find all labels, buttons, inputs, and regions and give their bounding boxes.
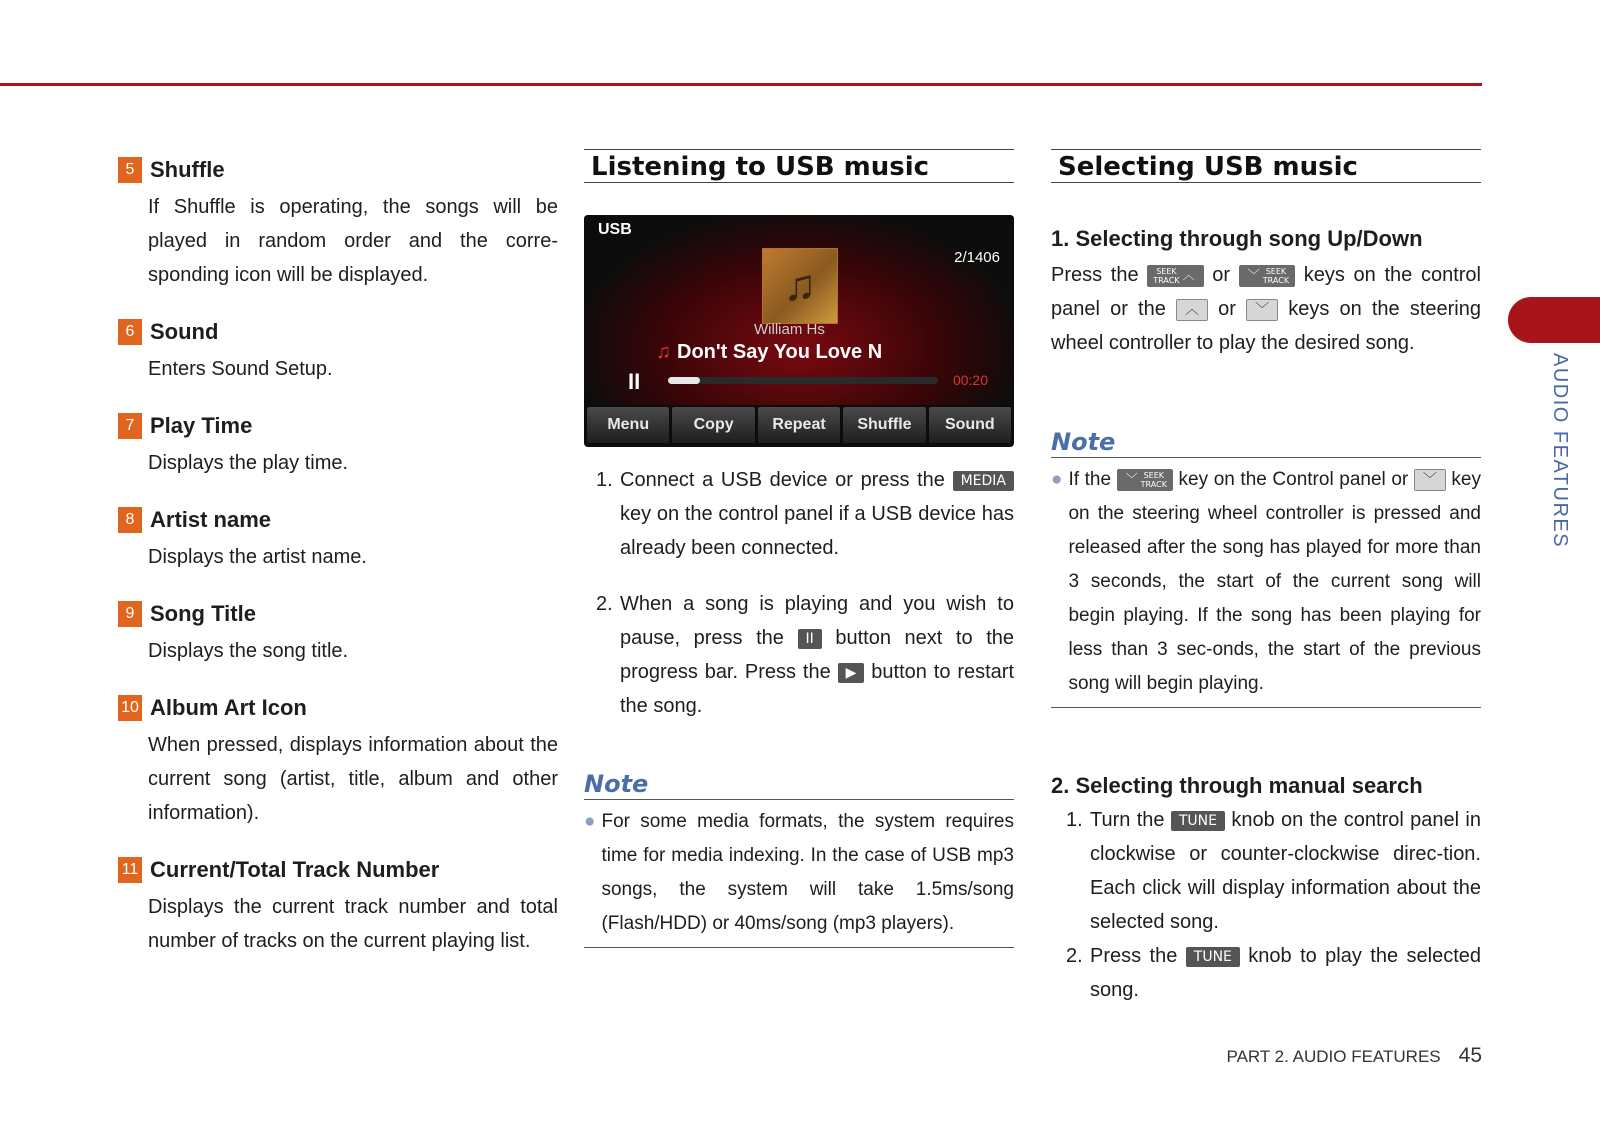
manual-search-steps xyxy=(1066,803,1481,1007)
note-text: If the xyxy=(1068,469,1117,490)
step-text: button next to the progress bar. Press the xyxy=(620,627,1014,683)
side-tab xyxy=(1508,297,1600,343)
item-title: Shuffle xyxy=(150,157,225,182)
pause-key-icon: II xyxy=(798,629,822,649)
list-item xyxy=(118,156,558,292)
chevron-down-icon: ﹀ xyxy=(1414,469,1446,491)
note-text: key on the Control panel or xyxy=(1172,469,1414,490)
note-heading: Note xyxy=(584,770,1014,800)
album-art-icon[interactable]: ♫ xyxy=(762,248,838,324)
item-description: Enters Sound Setup. xyxy=(148,358,333,380)
item-number-badge: 9 xyxy=(118,601,142,627)
tune-key: TUNE xyxy=(1186,947,1240,967)
item-description: Displays the artist name. xyxy=(148,546,367,568)
step-text: Press the xyxy=(1090,945,1186,967)
step-text: knob on the control panel in clockwise or counter-clockwise direc-tion. Each click will display information about the selected song. xyxy=(1090,809,1481,933)
step-text: knob to play the selected song. xyxy=(1090,945,1481,1001)
note-box xyxy=(584,805,1014,948)
chevron-down-icon: ﹀ xyxy=(1247,268,1260,283)
list-item xyxy=(596,587,1014,723)
item-number-badge: 5 xyxy=(118,157,142,183)
list-item xyxy=(1066,939,1481,1007)
paragraph-text: Press the xyxy=(1051,264,1148,286)
screen-song-title-text: Don't Say You Love N xyxy=(677,341,883,363)
list-item xyxy=(118,856,558,958)
item-description: If Shuffle is operating, the songs will be played in random order and the corre-sponding icon will be displayed. xyxy=(148,196,558,286)
footer-part-label: PART 2. AUDIO FEATURES xyxy=(1226,1047,1441,1066)
list-item xyxy=(118,506,558,574)
pause-icon[interactable]: II xyxy=(628,369,641,394)
repeat-button[interactable]: Repeat xyxy=(758,407,840,443)
seek-label: SEEK xyxy=(1143,470,1165,480)
progress-bar-fill xyxy=(668,377,700,384)
screen-artist-name: William Hs xyxy=(754,321,825,338)
note-heading: Note xyxy=(1051,428,1481,458)
chevron-down-icon: ﹀ xyxy=(1246,299,1278,321)
note-text: For some media formats, the system requires time for media indexing. In the case of USB mp3 songs, the system will take 1.5ms/song (Flash/HDD) or 40ms/song (mp3 players). xyxy=(601,811,1014,934)
item-title: Sound xyxy=(150,319,219,344)
page-number: 45 xyxy=(1458,1044,1482,1067)
list-item xyxy=(118,694,558,830)
section-heading-listening: Listening to USB music xyxy=(584,149,1014,183)
list-item xyxy=(118,412,558,480)
item-number-badge: 8 xyxy=(118,507,142,533)
item-number-badge: 11 xyxy=(118,857,142,883)
paragraph-text: keys on the control panel or the xyxy=(1051,264,1481,320)
screen-play-time: 00:20 xyxy=(952,372,988,388)
list-item xyxy=(596,463,1014,565)
item-title: Album Art Icon xyxy=(150,695,307,720)
step-text: Turn the xyxy=(1090,809,1171,831)
step-number: 2. xyxy=(596,593,613,615)
paragraph-text: keys on the steering wheel controller to play the desired song. xyxy=(1051,298,1481,354)
play-key-icon: ▶ xyxy=(838,663,865,683)
copy-button[interactable]: Copy xyxy=(672,407,754,443)
list-item xyxy=(118,318,558,386)
step-number: 2. xyxy=(1066,945,1083,967)
item-title: Song Title xyxy=(150,601,256,626)
item-title: Current/Total Track Number xyxy=(150,857,440,882)
listening-steps xyxy=(596,463,1014,745)
screen-source-label: USB xyxy=(598,221,632,238)
item-description: Displays the play time. xyxy=(148,452,349,474)
screen-song-title xyxy=(656,341,882,364)
subsection-title: 1. Selecting through song Up/Down xyxy=(1051,226,1423,251)
media-key: MEDIA xyxy=(953,471,1014,491)
usb-player-screen xyxy=(584,215,1014,447)
chevron-up-icon: ︿ xyxy=(1182,268,1195,283)
seek-track-down-key xyxy=(1117,469,1173,491)
step-number: 1. xyxy=(1066,809,1083,831)
feature-list xyxy=(118,156,558,984)
item-number-badge: 10 xyxy=(118,695,142,721)
note-box xyxy=(1051,463,1481,708)
step-text: button to restart the song. xyxy=(620,661,1015,717)
tune-key: TUNE xyxy=(1171,811,1225,831)
menu-button[interactable]: Menu xyxy=(587,407,669,443)
item-number-badge: 7 xyxy=(118,413,142,439)
item-description: Displays the song title. xyxy=(148,640,349,662)
paragraph-text: or xyxy=(1207,298,1247,320)
step-text: When a song is playing and you wish to pause, press the xyxy=(620,593,1014,649)
shuffle-button[interactable]: Shuffle xyxy=(843,407,925,443)
screen-track-number: 2/1406 xyxy=(954,249,1000,266)
item-number-badge: 6 xyxy=(118,319,142,345)
paragraph-text: or xyxy=(1203,264,1239,286)
seek-label: SEEK xyxy=(1156,266,1177,276)
item-title: Artist name xyxy=(150,507,272,532)
list-item xyxy=(1066,803,1481,939)
bullet-icon: ● xyxy=(1051,469,1063,490)
top-rule xyxy=(0,83,1482,86)
track-label: TRACK xyxy=(1140,479,1167,489)
bullet-icon: ● xyxy=(584,811,596,832)
screen-menu-bar xyxy=(587,407,1011,443)
step-number: 1. xyxy=(596,469,613,491)
side-tab-label: AUDIO FEATURES xyxy=(1549,353,1571,549)
music-note-icon: ♫ xyxy=(656,341,671,363)
subsection-title: 2. Selecting through manual search xyxy=(1051,773,1423,798)
step-text: key on the control panel if a USB device has already been connected. xyxy=(620,503,1014,559)
track-label: TRACK xyxy=(1153,275,1180,285)
list-item xyxy=(118,600,558,668)
instruction-paragraph xyxy=(1051,258,1481,360)
track-label: TRACK xyxy=(1262,275,1290,285)
step-text: Connect a USB device or press the xyxy=(620,469,953,491)
section-heading-selecting: Selecting USB music xyxy=(1051,149,1481,183)
chevron-down-icon: ﹀ xyxy=(1125,472,1138,487)
seek-label: SEEK xyxy=(1265,266,1287,276)
sound-button[interactable]: Sound xyxy=(929,407,1011,443)
item-title: Play Time xyxy=(150,413,253,438)
seek-track-down-key xyxy=(1239,265,1295,287)
progress-bar[interactable] xyxy=(668,377,938,384)
item-description: When pressed, displays information about the current song (artist, title, album and other information). xyxy=(148,734,558,824)
chevron-up-icon: ︿ xyxy=(1176,299,1208,321)
seek-track-up-key xyxy=(1147,265,1203,287)
item-description: Displays the current track number and total number of tracks on the current playing list. xyxy=(148,896,558,952)
note-text: key on the steering wheel controller is pressed and released after the song has played for more than 3 seconds, the start of the current song will begin playing. If the song has been playing for less than 3 sec-onds, the start of the previous song will begin playing. xyxy=(1068,469,1481,694)
page-footer xyxy=(1227,1044,1483,1068)
